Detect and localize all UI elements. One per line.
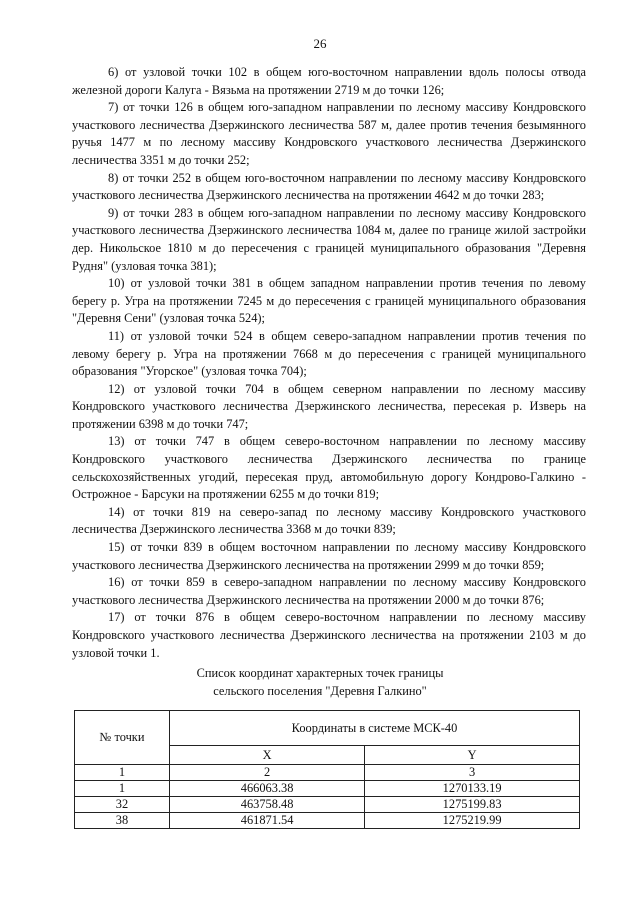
y-cell: 1275219.99 <box>365 813 580 829</box>
coordinates-table <box>74 710 580 829</box>
index-cell: 3 <box>365 765 580 781</box>
list-title-line-1: Список координат характерных точек границы <box>196 666 444 680</box>
table-row <box>75 797 580 813</box>
point-number-cell: 1 <box>75 781 170 797</box>
paragraph-16: 16) от точки 859 в северо-западном направлении по лесному массиву Кондровского участкового лесничества Дзержинского лесничества на протяжении 2000 м до точки 876; <box>72 575 586 607</box>
page-number: 26 <box>313 36 327 51</box>
header-x: X <box>170 746 365 765</box>
index-cell: 1 <box>75 765 170 781</box>
index-cell: 2 <box>170 765 365 781</box>
x-cell: 461871.54 <box>170 813 365 829</box>
table-header-row <box>75 711 580 746</box>
paragraph-7: 7) от точки 126 в общем юго-западном направлении по лесному массиву Кондровского участкового лесничества Дзержинского лесничества 587 м, далее против течения безымянного ручья 1477 м по лесному массиву Кондровского участкового лесничества Дзержинского лесничества 3351 м до точки 252; <box>72 100 586 167</box>
x-cell: 463758.48 <box>170 797 365 813</box>
header-point-number: № точки <box>75 711 170 765</box>
coordinates-list-title <box>0 665 640 700</box>
header-coordinate-system: Координаты в системе МСК-40 <box>170 711 580 746</box>
paragraph-14: 14) от точки 819 на северо-запад по лесному массиву Кондровского участкового лесничества Дзержинского лесничества 3368 м до точки 839; <box>72 504 586 537</box>
point-number-cell: 32 <box>75 797 170 813</box>
body-text <box>72 64 586 662</box>
paragraph-12: 12) от узловой точки 704 в общем северном направлении по лесному массиву Кондровского участкового лесничества Дзержинского лесничества, пересекая р. Изверь на протяжении 6398 м до точки 747; <box>72 381 586 431</box>
point-number-cell: 38 <box>75 813 170 829</box>
y-cell: 1270133.19 <box>365 781 580 797</box>
paragraph-8: 8) от точки 252 в общем юго-восточном направлении по лесному массиву Кондровского участкового лесничества Дзержинского лесничества на протяжении 4642 м до точки 283; <box>72 170 586 203</box>
y-cell: 1275199.83 <box>365 797 580 813</box>
paragraph-17: 17) от точки 876 в общем северо-восточном направлении по лесному массиву Кондровского участкового лесничества Дзержинского лесничества на протяжении 2103 м до узловой точки 1. <box>72 610 586 660</box>
paragraph-10: 10) от узловой точки 381 в общем западном направлении против течения по левому берегу р. Угра на протяжении 7245 м до пересечения с границей муниципального образования "Деревня Сени" (узловая точка 524); <box>72 276 586 326</box>
paragraph-11: 11) от узловой точки 524 в общем северо-западном направлении против течения по левому берегу р. Угра на протяжении 7668 м до пересечения с границей муниципального образования "Угорское" (узловая точка 704); <box>72 328 586 379</box>
table-row <box>75 781 580 797</box>
paragraph-15: 15) от точки 839 в общем восточном направлении по лесному массиву Кондровского участкового лесничества Дзержинского лесничества на протяжении 2999 м до точки 859; <box>72 540 586 572</box>
x-cell: 466063.38 <box>170 781 365 797</box>
header-y: Y <box>365 746 580 765</box>
table-row <box>75 813 580 829</box>
table-index-row <box>75 765 580 781</box>
paragraph-9: 9) от точки 283 в общем юго-западном направлении по лесному массиву Кондровского участкового лесничества Дзержинского лесничества 1084 м, далее по границе жилой застройки дер. Никольское 1810 м до пересечения с границей муниципального образования "Деревня Рудня" (узловая точка 381); <box>72 205 586 273</box>
paragraph-6: 6) от узловой точки 102 в общем юго-восточном направлении вдоль полосы отвода железной дороги Калуга - Вязьма на протяжении 2719 м до точки 126; <box>72 65 586 97</box>
paragraph-13: 13) от точки 747 в общем северо-восточном направлении по лесному массиву Кондровского участкового лесничества Дзержинского лесничества по границе сельскохозяйственных угодий, пересекая пруд, автомобильную дорогу Кондрово-Галкино - Острожное - Барсуки на протяжении 6255 м до точки 819; <box>72 434 586 502</box>
list-title-line-2: сельского поселения "Деревня Галкино" <box>213 683 427 698</box>
